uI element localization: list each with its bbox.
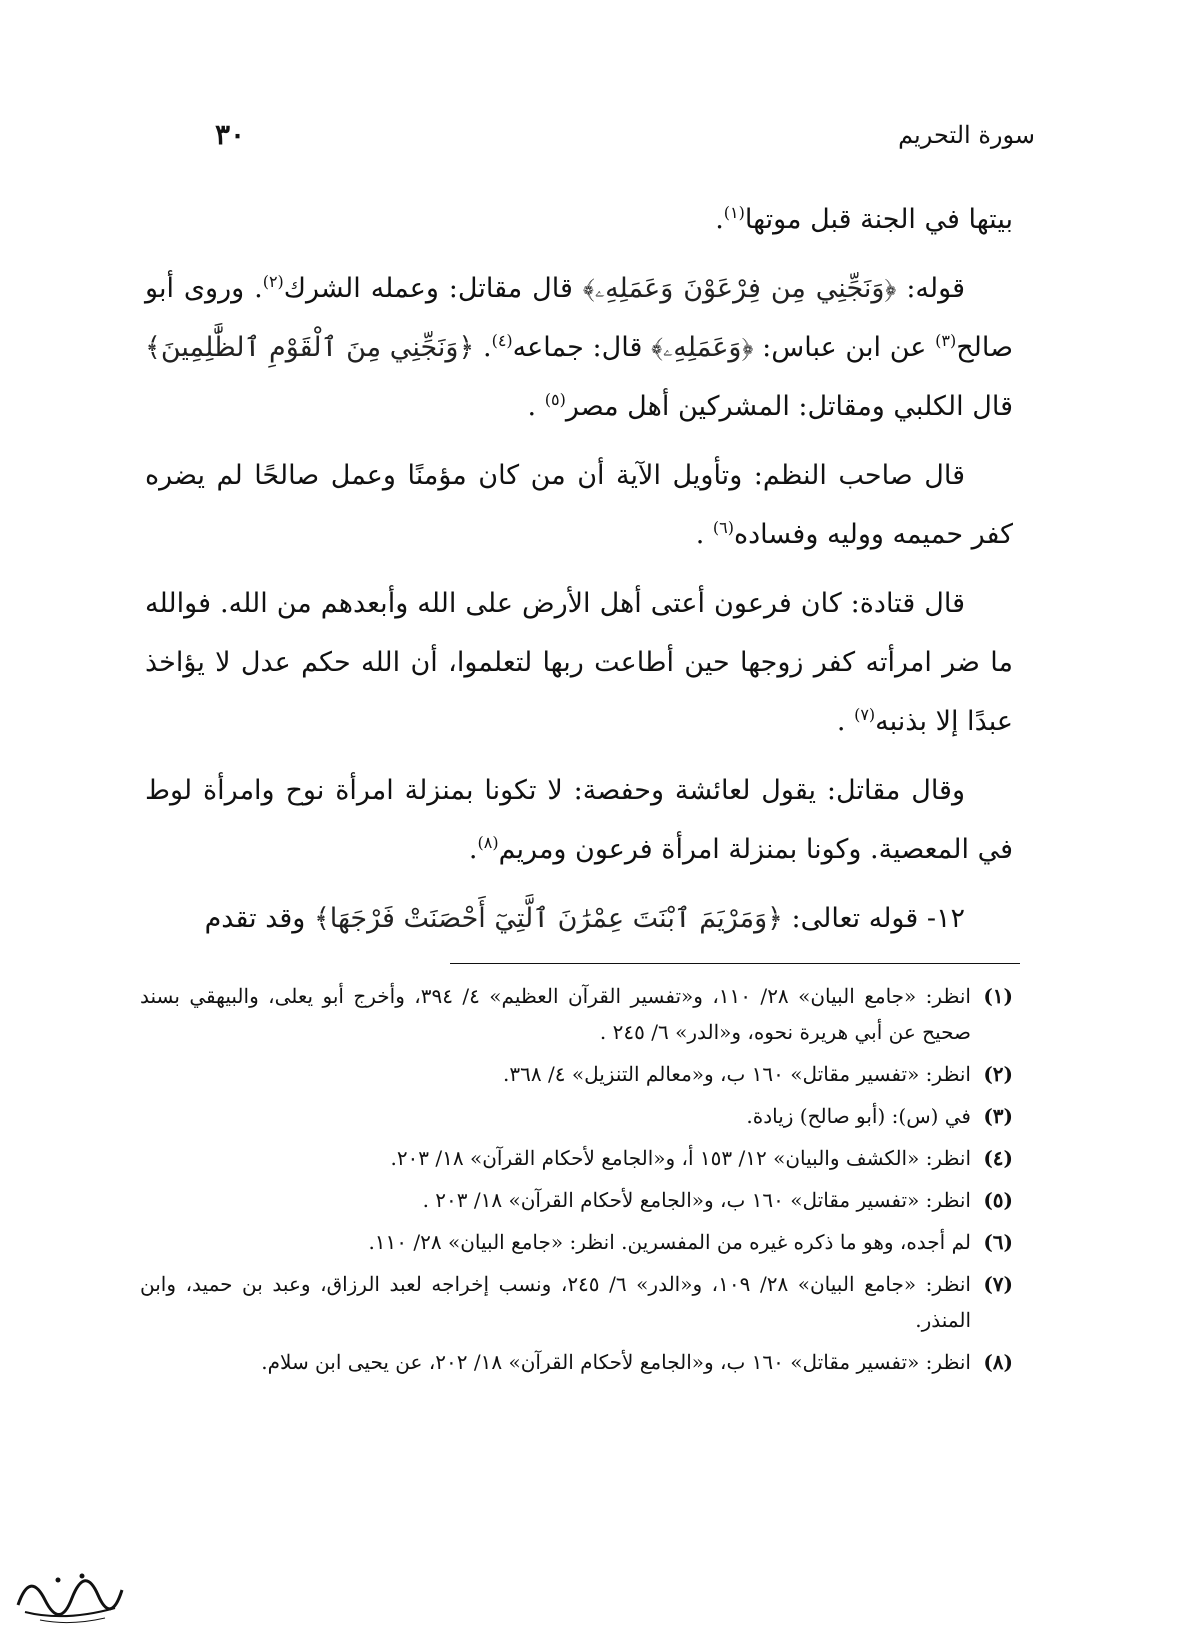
quran-verse: ﴿وَمَرْيَمَ ٱبْنَتَ عِمْرَٰنَ ٱلَّتِيٓ أَحْصَنَتْ فَرْجَهَا﴾ [313,903,783,934]
footnote-text: انظر: «جامع البيان» ٢٨/ ١٠٩، و«الدر» ٦/ ٢٤٥، ونسب إخراجه لعبد الرزاق، وعبد بن حميد، وابن المنذر. [140,1272,971,1332]
footnote-number: (٤) [983,1146,1013,1170]
paragraph-end: . [715,204,724,235]
paragraph-text: قال صاحب النظم: وتأويل الآية أن من كان مؤمنًا وعمل صالحًا لم يضره كفر حميمه ووليه وفساده [145,460,1013,550]
quran-verse: ﴿وَنَجِّنِي مِنَ ٱلْقَوْمِ ٱلظَّٰلِمِينَ﴾ [145,332,475,363]
paragraph-1 [145,190,1013,249]
footnote-number: (٣) [983,1104,1013,1128]
paragraph-5 [145,761,1013,879]
footnote-1 [140,978,1013,1050]
text-segment: . وروى أبو صالح [145,273,1013,363]
logo-graphic [10,1550,130,1630]
footnote-7 [140,1266,1013,1338]
footnote-number: (٦) [983,1230,1013,1254]
text-segment: قال: جماعه [512,332,652,363]
quran-verse: ﴿وَعَمَلِهِۦ﴾ [651,332,754,363]
footnote-6 [140,1224,1013,1260]
text-segment: . [474,332,492,363]
text-segment: وقد تقدم [204,903,314,934]
paragraph-text: وقال مقاتل: يقول لعائشة وحفصة: لا تكونا بمنزلة امرأة نوح وامرأة لوط في المعصية. وكونا بمنزلة امرأة فرعون ومريم [145,775,1013,865]
footnote-text: في (س): (أبو صالح) زيادة. [746,1104,971,1128]
paragraph-end: . [468,834,478,865]
paragraph-end: . [836,706,855,737]
surah-title: سورة التحريم [898,120,1035,149]
paragraph-4 [145,574,1013,751]
footnote-number: (٢) [983,1062,1013,1086]
paragraph-end: . [695,519,713,550]
footnote-3 [140,1098,1013,1134]
footnotes [140,978,1013,1386]
publisher-logo-icon [10,1550,130,1630]
footnote-ref-5[interactable]: (٥) [544,390,566,409]
footnote-8 [140,1344,1013,1380]
paragraph-2 [145,259,1013,436]
footnote-2 [140,1056,1013,1092]
footnote-number: (١) [983,984,1013,1008]
quran-verse: ﴿وَنَجِّنِي مِن فِرْعَوْنَ وَعَمَلِهِۦ﴾ [582,273,897,304]
footnote-text: انظر: «تفسير مقاتل» ١٦٠ ب، و«معالم التنزيل» ٤/ ٣٦٨. [503,1062,971,1086]
text-segment: قوله: [896,273,965,304]
footnote-text: انظر: «تفسير مقاتل» ١٦٠ ب، و«الجامع لأحكام القرآن» ١٨/ ٢٠٣ . [422,1188,971,1212]
footnote-number: (٧) [983,1272,1013,1296]
text-segment: ١٢- قوله تعالى: [782,903,965,934]
paragraph-text: قال قتادة: كان فرعون أعتى أهل الأرض على الله وأبعدهم من الله. فوالله ما ضر امرأته كفر زوجها حين أطاعت ربها لتعلموا، أن الله حكم عدل لا يؤاخذ عبدًا إلا بذنبه [145,588,1013,737]
footnote-ref-6[interactable]: (٦) [712,518,734,537]
footnote-text: انظر: «الكشف والبيان» ١٢/ ١٥٣ أ، و«الجامع لأحكام القرآن» ١٨/ ٢٠٣. [390,1146,971,1170]
footnote-text: انظر: «جامع البيان» ٢٨/ ١١٠، و«تفسير القرآن العظيم» ٤/ ٣٩٤، وأخرج أبو يعلى، والبيهقي بسند صحيح عن أبي هريرة نحوه، و«الدر» ٦/ ٢٤٥ . [140,984,971,1044]
footnote-text: لم أجده، وهو ما ذكره غيره من المفسرين. انظر: «جامع البيان» ٢٨/ ١١٠. [368,1230,971,1254]
page-header [215,118,1035,151]
footnote-ref-8[interactable]: (٨) [477,833,499,852]
footnote-ref-3[interactable]: (٣) [935,331,957,350]
footnote-5 [140,1182,1013,1218]
paragraph-3 [145,446,1013,564]
text-segment: عن ابن عباس: [753,332,936,363]
paragraph-6 [145,889,1013,948]
footnote-ref-4[interactable]: (٤) [491,331,513,350]
main-text [145,190,1013,958]
footnote-separator [450,963,1020,964]
text-segment: قال الكلبي ومقاتل: المشركين أهل مصر [565,391,1013,422]
footnote-ref-2[interactable]: (٢) [262,272,284,291]
text-segment: قال مقاتل: وعمله الشرك [283,273,583,304]
text-segment: . [527,391,545,422]
footnote-ref-1[interactable]: (١) [723,203,745,222]
paragraph-text: بيتها في الجنة قبل موتها [744,204,1013,235]
page-number: ٣٠ [215,118,246,151]
footnote-number: (٥) [983,1188,1013,1212]
footnote-4 [140,1140,1013,1176]
footnote-ref-7[interactable]: (٧) [854,705,876,724]
footnote-text: انظر: «تفسير مقاتل» ١٦٠ ب، و«الجامع لأحكام القرآن» ١٨/ ٢٠٢، عن يحيى ابن سلام. [261,1350,971,1374]
footnote-number: (٨) [983,1350,1013,1374]
